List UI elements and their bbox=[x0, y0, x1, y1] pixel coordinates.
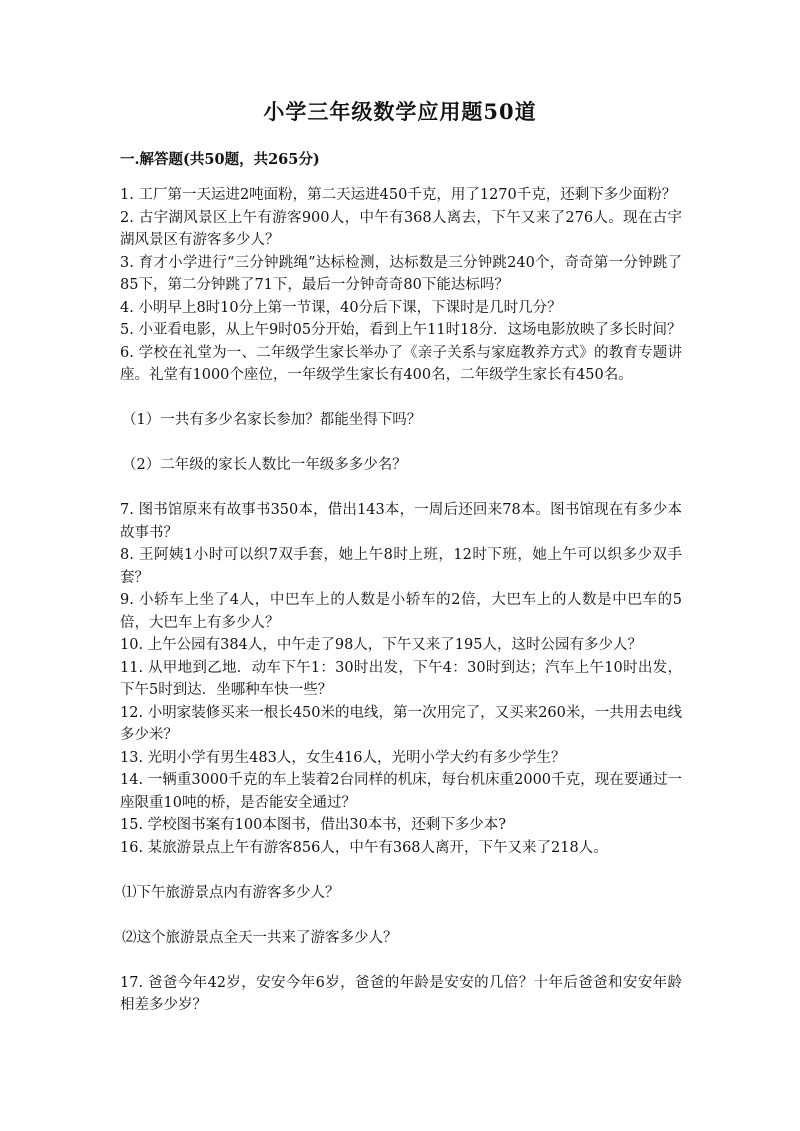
question-17: 17. 爸爸今年42岁，安安今年6岁，爸爸的年龄是安安的几倍？十年后爸爸和安安年龄相差多少岁？ bbox=[120, 974, 682, 1013]
question-6-sub-1: （1）一共有多少名家长参加？都能坐得下吗？ bbox=[122, 412, 422, 428]
question-1: 1. 工厂第一天运进2吨面粉，第二天运进450千克，用了1270千克，还剩下多少面粉？ bbox=[120, 187, 677, 203]
question-6: 6. 学校在礼堂为一、二年级学生家长举办了《亲子关系与家庭教养方式》的教育专题讲座。礼堂有1000个座位，一年级学生家长有400名，二年级学生家长有450名。 bbox=[120, 344, 682, 383]
question-11: 11. 从甲地到乙地．动车下午1：30时出发，下午4：30时到达；汽车上午10时出发，下午5时到达．坐哪种车快一些？ bbox=[120, 659, 682, 698]
question-15: 15. 学校图书案有100本图书，借出30本书，还剩下多少本? bbox=[120, 817, 507, 833]
question-3: 3. 育才小学进行“三分钟跳绳”达标检测，达标数是三分钟跳240个，奇奇第一分钟跳了85下，第二分钟跳了71下，最后一分钟奇奇80下能达标吗？ bbox=[120, 254, 682, 293]
question-16-sub-1: ⑴下午旅游景点内有游客多少人？ bbox=[122, 884, 340, 901]
question-16: 16. 某旅游景点上午有游客856人，中午有368人离开，下午又来了218人。 bbox=[120, 839, 608, 856]
question-13: 13. 光明小学有男生483人，女生416人，光明小学大约有多少学生？ bbox=[120, 749, 566, 766]
question-list bbox=[120, 184, 682, 1017]
question-12: 12. 小明家装修买来一根长450米的电线，第一次用完了，又买来260米，一共用去电线多少米？ bbox=[120, 704, 682, 743]
page-title: 小学三年级数学应用题50道 bbox=[263, 99, 537, 124]
question-8: 8. 王阿姨1小时可以织7双手套，她上午8时上班，12时下班，她上午可以织多少双手套？ bbox=[120, 547, 682, 586]
question-5: 5. 小亚看电影，从上午9时05分开始，看到上午11时18分．这场电影放映了多长时间？ bbox=[120, 322, 682, 338]
question-10: 10. 上午公园有384人，中午走了98人，下午又来了195人，这时公园有多少人？ bbox=[120, 637, 642, 653]
section-heading: 一.解答题(共50题，共265分) bbox=[120, 151, 320, 168]
question-9: 9. 小轿车上坐了4人，中巴车上的人数是小轿车的2倍，大巴车上的人数是中巴车的5倍，大巴车上有多少人？ bbox=[120, 592, 682, 631]
question-14: 14. 一辆重3000千克的车上装着2台同样的机床，每台机床重2000千克，现在要通过一座限重10吨的桥，是否能安全通过？ bbox=[120, 772, 682, 811]
question-7: 7. 图书馆原来有故事书350本，借出143本，一周后还回来78本。图书馆现在有多少本故事书？ bbox=[120, 502, 682, 541]
question-6-sub-2: （2）二年级的家长人数比一年级多多少名？ bbox=[122, 457, 407, 473]
question-2: 2. 古宇湖风景区上午有游客900人，中午有368人离去，下午又来了276人。现在古宇湖风景区有游客多少人？ bbox=[120, 209, 682, 248]
question-4: 4. 小明早上8时10分上第一节课，40分后下课，下课时是几时几分？ bbox=[120, 299, 562, 316]
question-16-sub-2: ⑵这个旅游景点全天一共来了游客多少人？ bbox=[122, 929, 398, 946]
